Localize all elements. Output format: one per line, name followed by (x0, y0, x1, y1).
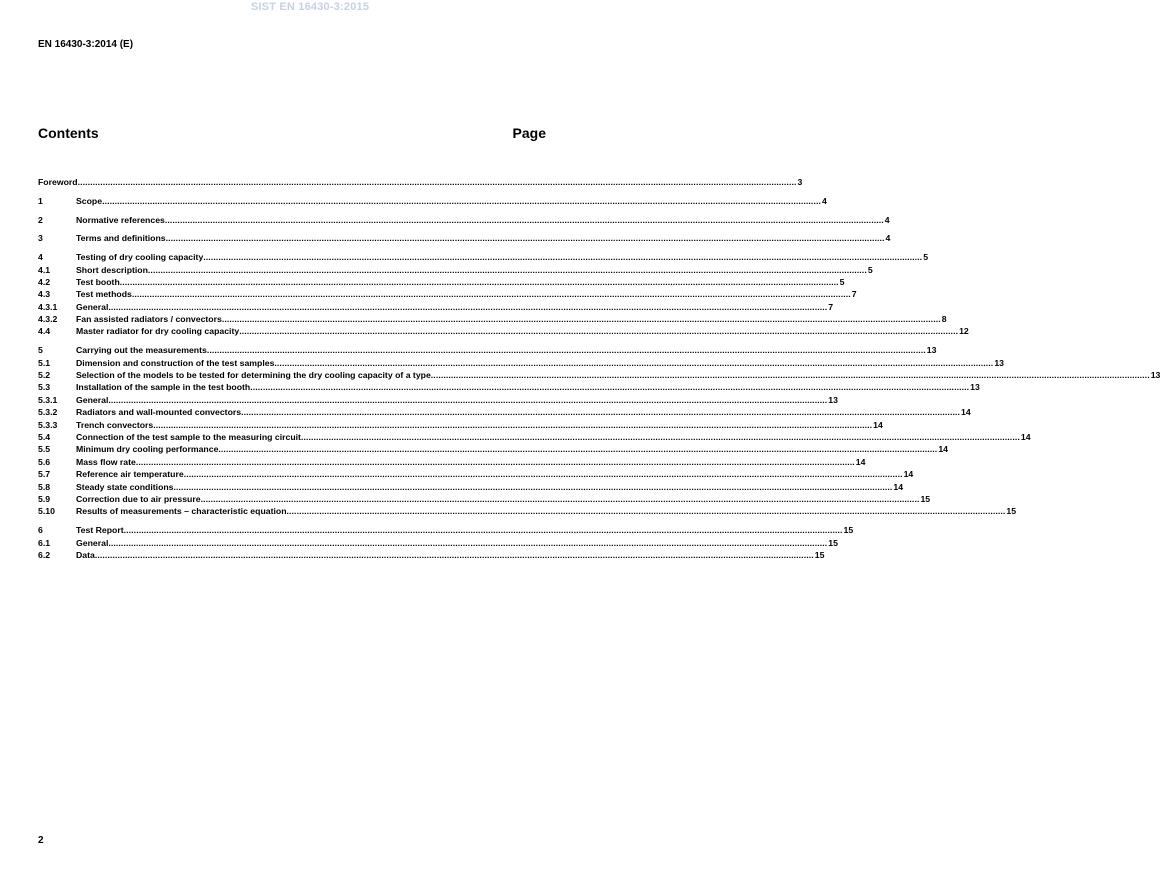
toc-entry-page: 15 (1006, 506, 1017, 517)
toc-entry[interactable] (38, 176, 803, 188)
toc-entry-number: 5.10 (38, 506, 55, 517)
toc-entry-body (76, 195, 827, 207)
toc-leader-dots: .............................................................................................................................................................................................................................................................................................. (108, 537, 828, 548)
toc-entry-title: Data (76, 549, 95, 560)
toc-entry-number: 5.3.3 (38, 419, 58, 430)
toc-entry-number: 4.3.2 (38, 314, 58, 325)
toc-entry[interactable] (38, 301, 834, 313)
toc-leader-dots: .............................................................................................................................................................................................................................................................................................. (200, 493, 920, 504)
toc-entry-number: 5 (38, 345, 43, 356)
toc-entry[interactable] (38, 313, 947, 325)
toc-entry-number: 4.1 (38, 264, 51, 275)
toc-leader-dots: .............................................................................................................................................................................................................................................................................................. (135, 456, 855, 467)
toc-entry-title: Master radiator for dry cooling capacity (76, 326, 240, 337)
toc-entry-page: 14 (893, 481, 904, 492)
toc-entry[interactable] (38, 251, 929, 263)
toc-entry-number: 4.3.1 (38, 301, 58, 312)
contents-heading-row (38, 125, 546, 141)
toc-entry-page: 14 (903, 469, 914, 480)
toc-entry-number: 5.1 (38, 357, 51, 368)
toc-entry-title: Testing of dry cooling capacity (76, 252, 204, 263)
toc-leader-dots: .............................................................................................................................................................................................................................................................................................. (108, 394, 828, 405)
toc-entry-body (76, 288, 857, 300)
toc-entry-title: Reference air temperature (76, 469, 184, 480)
toc-entry-number: 4.3 (38, 289, 51, 300)
toc-entry-title: Test Report (76, 525, 124, 536)
toc-entry[interactable] (38, 344, 937, 356)
toc-leader-dots: .............................................................................................................................................................................................................................................................................................. (164, 214, 884, 225)
toc-entry-body (76, 456, 866, 468)
toc-entry-page: 14 (873, 419, 883, 430)
toc-entry-title: Installation of the sample in the test booth (76, 382, 251, 393)
toc-entry-title: Normative references (76, 214, 165, 225)
toc-entry-body (76, 431, 1031, 443)
toc-leader-dots: .............................................................................................................................................................................................................................................................................................. (123, 525, 843, 536)
toc-entry[interactable] (38, 369, 1160, 381)
toc-entry-title: Connection of the test sample to the measuring circuit (76, 431, 301, 442)
toc-entry-page: 8 (941, 314, 947, 325)
toc-entry-page: 13 (994, 357, 1004, 368)
toc-entry[interactable] (38, 214, 890, 226)
toc-entry-page: 4 (821, 195, 827, 206)
toc-entry[interactable] (38, 419, 883, 431)
toc-entry-title: Trench convectors (76, 419, 154, 430)
toc-entry[interactable] (38, 325, 969, 337)
toc-entry-page: 3 (797, 177, 803, 187)
toc-leader-dots: .............................................................................................................................................................................................................................................................................................. (119, 276, 839, 287)
toc-entry-page: 4 (884, 214, 890, 225)
toc-entry-body (76, 214, 890, 226)
toc-entry-body (76, 481, 904, 493)
toc-leader-dots: .............................................................................................................................................................................................................................................................................................. (221, 314, 941, 325)
toc-leader-dots: .............................................................................................................................................................................................................................................................................................. (300, 431, 1020, 442)
toc-leader-dots: .............................................................................................................................................................................................................................................................................................. (108, 301, 828, 312)
toc-entry-body (76, 394, 838, 406)
toc-entry[interactable] (38, 537, 838, 549)
toc-entry-page: 4 (885, 233, 891, 244)
toc-entry[interactable] (38, 264, 873, 276)
toc-entry-number: 3 (38, 233, 43, 244)
toc-entry-page: 13 (926, 345, 937, 356)
toc-entry-number: 4 (38, 252, 43, 263)
toc-entry-page: 14 (961, 407, 971, 418)
toc-entry-body (38, 176, 803, 188)
toc-entry-body (76, 549, 825, 561)
toc-entry-title: Correction due to air pressure (76, 493, 201, 504)
toc-entry[interactable] (38, 381, 980, 393)
toc-entry[interactable] (38, 481, 904, 493)
toc-entry[interactable] (38, 195, 827, 207)
toc-entry-number: 5.8 (38, 481, 51, 492)
toc-entry-body (76, 524, 854, 536)
toc-entry-number: 5.4 (38, 431, 51, 442)
toc-leader-dots: .............................................................................................................................................................................................................................................................................................. (94, 549, 814, 560)
toc-leader-dots: .............................................................................................................................................................................................................................................................................................. (274, 357, 994, 368)
toc-entry[interactable] (38, 524, 854, 536)
toc-entry-body (76, 369, 1160, 381)
toc-entry-title: Test booth (76, 276, 120, 287)
toc-entry[interactable] (38, 288, 857, 300)
toc-entry-page: 5 (923, 252, 929, 263)
toc-entry-page: 15 (920, 493, 931, 504)
toc-entry-number: 5.5 (38, 444, 51, 455)
toc-entry-title: General (76, 537, 109, 548)
toc-entry-page: 15 (814, 549, 825, 560)
toc-entry-page: 7 (851, 289, 857, 300)
toc-entry-page: 5 (839, 276, 845, 287)
toc-entry-body (76, 419, 883, 431)
toc-entry-title: Dimension and construction of the test samples (76, 357, 275, 368)
toc-entry-title: Minimum dry cooling performance (76, 444, 219, 455)
toc-entry[interactable] (38, 443, 948, 455)
toc-entry-body (76, 406, 971, 418)
toc-leader-dots: .............................................................................................................................................................................................................................................................................................. (131, 289, 851, 300)
toc-entry-title: Steady state conditions (76, 481, 174, 492)
table-of-contents (38, 176, 1160, 561)
toc-entry-number: 5.3.2 (38, 407, 58, 418)
toc-entry[interactable] (38, 549, 825, 561)
toc-entry-body (76, 264, 873, 276)
toc-entry-page: 5 (867, 264, 873, 275)
toc-entry[interactable] (38, 431, 1031, 443)
toc-entry-page: 14 (855, 456, 866, 467)
toc-entry[interactable] (38, 232, 891, 244)
toc-entry-number: 6 (38, 525, 43, 536)
toc-entry-title: Results of measurements – characteristic equation (76, 506, 287, 517)
toc-leader-dots: .............................................................................................................................................................................................................................................................................................. (286, 506, 1006, 517)
toc-entry-title: Scope (76, 195, 103, 206)
toc-leader-dots: .............................................................................................................................................................................................................................................................................................. (206, 345, 926, 356)
toc-entry-body (76, 325, 969, 337)
toc-entry-title: Mass flow rate (76, 456, 136, 467)
toc-entry-body (76, 468, 914, 480)
toc-entry-number: 6.1 (38, 537, 51, 548)
toc-entry[interactable] (38, 276, 845, 288)
toc-entry[interactable] (38, 468, 914, 480)
toc-entry[interactable] (38, 406, 971, 418)
toc-leader-dots: .............................................................................................................................................................................................................................................................................................. (77, 177, 797, 187)
toc-entry[interactable] (38, 456, 866, 468)
toc-entry-number: 5.6 (38, 456, 51, 467)
toc-entry-title: Selection of the models to be tested for determining the dry cooling capacity of a type (76, 370, 431, 381)
toc-entry-number: 4.4 (38, 326, 51, 337)
toc-leader-dots: .............................................................................................................................................................................................................................................................................................. (430, 370, 1150, 381)
toc-entry-title: Test methods (76, 289, 132, 300)
toc-entry-number: 5.3.1 (38, 394, 58, 405)
toc-entry-title: General (76, 301, 109, 312)
toc-entry-body (76, 232, 891, 244)
toc-entry-body (76, 276, 845, 288)
toc-entry[interactable] (38, 394, 838, 406)
toc-leader-dots: .............................................................................................................................................................................................................................................................................................. (147, 264, 867, 275)
toc-entry-body (76, 357, 1004, 369)
toc-leader-dots: .............................................................................................................................................................................................................................................................................................. (250, 382, 970, 393)
toc-entry-number: 1 (38, 195, 43, 206)
toc-entry-title: Foreword (38, 177, 78, 187)
toc-entry-number: 2 (38, 214, 43, 225)
toc-entry-page: 15 (828, 537, 838, 548)
toc-entry-page: 13 (970, 382, 980, 393)
toc-entry[interactable] (38, 357, 1004, 369)
toc-leader-dots: .............................................................................................................................................................................................................................................................................................. (102, 195, 821, 206)
page-heading: Page (512, 125, 546, 141)
toc-entry-number: 5.7 (38, 469, 51, 480)
toc-entry-body (76, 381, 980, 393)
toc-entry-page: 12 (959, 326, 969, 337)
toc-entry-body (76, 505, 1017, 517)
toc-leader-dots: .............................................................................................................................................................................................................................................................................................. (218, 444, 938, 455)
toc-leader-dots: .............................................................................................................................................................................................................................................................................................. (183, 469, 903, 480)
document-id: EN 16430-3:2014 (E) (38, 39, 134, 50)
toc-entry-number: 5.9 (38, 493, 51, 504)
toc-entry-title: Carrying out the measurements (76, 345, 207, 356)
toc-leader-dots: .............................................................................................................................................................................................................................................................................................. (153, 419, 873, 430)
toc-leader-dots: .............................................................................................................................................................................................................................................................................................. (203, 252, 923, 263)
watermark: SIST EN 16430-3:2015 (250, 1, 370, 13)
toc-entry-page: 13 (828, 394, 838, 405)
contents-heading: Contents (38, 125, 99, 141)
toc-entry-title: General (76, 394, 109, 405)
toc-entry-page: 7 (828, 301, 834, 312)
toc-leader-dots: .............................................................................................................................................................................................................................................................................................. (165, 233, 885, 244)
toc-entry-page: 14 (1020, 431, 1031, 442)
toc-entry-title: Fan assisted radiators / convectors (76, 314, 222, 325)
toc-entry[interactable] (38, 493, 931, 505)
toc-entry-page: 14 (938, 444, 948, 455)
toc-entry[interactable] (38, 505, 1017, 517)
toc-entry-number: 4.2 (38, 276, 51, 287)
toc-entry-body (76, 313, 947, 325)
toc-entry-page: 13 (1150, 370, 1160, 381)
toc-entry-body (76, 537, 838, 549)
toc-entry-number: 5.2 (38, 370, 51, 381)
toc-entry-body (76, 301, 834, 313)
toc-entry-title: Short description (76, 264, 148, 275)
toc-leader-dots: .............................................................................................................................................................................................................................................................................................. (241, 407, 960, 418)
toc-entry-number: 5.3 (38, 382, 51, 393)
page-number: 2 (38, 835, 44, 846)
toc-entry-page: 15 (843, 525, 854, 536)
toc-leader-dots: .............................................................................................................................................................................................................................................................................................. (173, 481, 893, 492)
toc-entry-body (76, 344, 937, 356)
toc-entry-body (76, 443, 948, 455)
toc-entry-title: Terms and definitions (76, 233, 166, 244)
toc-entry-body (76, 493, 931, 505)
toc-leader-dots: .............................................................................................................................................................................................................................................................................................. (239, 326, 959, 337)
toc-entry-number: 6.2 (38, 549, 51, 560)
toc-entry-title: Radiators and wall-mounted convectors (76, 407, 242, 418)
toc-entry-body (76, 251, 929, 263)
